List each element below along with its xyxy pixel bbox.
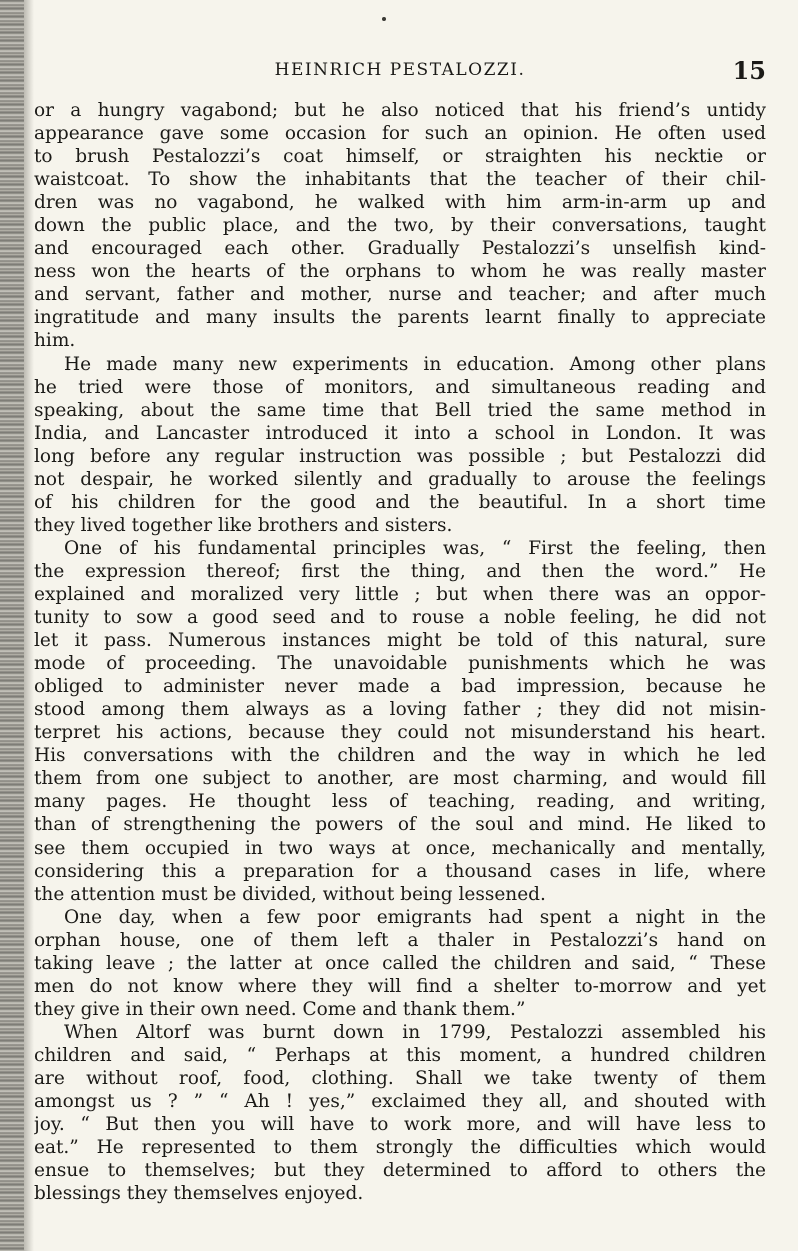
- text-line: orphan house, one of them left a thaler in Pestalozzi’s hand on: [34, 929, 766, 951]
- text-line: him.: [34, 330, 76, 352]
- paragraph-first-line: He made many new experiments in education. Among other plans: [64, 353, 766, 375]
- text-line: India, and Lancaster introduced it into a school in London. It was: [34, 422, 766, 444]
- text-line: or a hungry vagabond; but he also noticed that his friend’s untidy: [34, 100, 766, 121]
- text-line: terpret his actions, because they could not misunderstand his heart.: [34, 722, 766, 744]
- text-line: ensue to themselves; but they determined to afford to others the: [34, 1160, 766, 1182]
- binding-shadow: [24, 0, 34, 1251]
- text-line: tunity to sow a good seed and to rouse a noble feeling, he did not: [34, 607, 766, 629]
- text-line: stood among them always as a loving father ; they did not misin-: [34, 699, 766, 721]
- text-line: down the public place, and the two, by their conversations, taught: [34, 215, 766, 237]
- text-line: dren was no vagabond, he walked with him arm-in-arm up and: [34, 192, 766, 214]
- text-line: and encouraged each other. Gradually Pestalozzi’s unselfish kind-: [34, 238, 766, 260]
- text-line: men do not know where they will find a shelter to-morrow and yet: [34, 975, 766, 997]
- text-line: see them occupied in two ways at once, mechanically and mentally,: [34, 837, 766, 859]
- text-line: ingratitude and many insults the parents learnt finally to appreciate: [34, 307, 766, 329]
- running-head: [34, 56, 766, 88]
- text-line: they give in their own need. Come and thank them.”: [34, 998, 526, 1020]
- text-line: appearance gave some occasion for such an opinion. He often used: [34, 123, 766, 145]
- text-line: His conversations with the children and the way in which he led: [34, 745, 766, 767]
- book-binding-edge: [0, 0, 24, 1251]
- text-line: considering this a preparation for a thousand cases in life, where: [34, 860, 766, 882]
- text-line: are without roof, food, clothing. Shall we take twenty of them: [34, 1067, 766, 1089]
- text-line: not despair, he worked silently and gradually to arouse the feelings: [34, 468, 766, 490]
- paragraph-first-line: One of his fundamental principles was, “ First the feeling, then: [64, 537, 766, 559]
- text-line: they lived together like brothers and sisters.: [34, 514, 453, 536]
- print-speck: [382, 17, 386, 21]
- text-line: let it pass. Numerous instances might be told of this natural, sure: [34, 630, 766, 652]
- text-line: amongst us ? ” “ Ah ! yes,” exclaimed they all, and shouted with: [34, 1091, 766, 1113]
- text-line: and servant, father and mother, nurse and teacher; and after much: [34, 284, 766, 306]
- paragraph-first-line: One day, when a few poor emigrants had spent a night in the: [64, 906, 766, 928]
- text-line: blessings they themselves enjoyed.: [34, 1183, 364, 1205]
- text-line: the attention must be divided, without being lessened.: [34, 883, 546, 905]
- text-line: speaking, about the same time that Bell tried the same method in: [34, 399, 766, 421]
- text-line: eat.” He represented to them strongly the difficulties which would: [34, 1137, 766, 1159]
- text-line: them from one subject to another, are most charming, and would fill: [34, 768, 766, 790]
- paragraph-first-line: When Altorf was burnt down in 1799, Pestalozzi assembled his: [64, 1021, 766, 1043]
- text-line: the expression thereof; first the thing, and then the word.” He: [34, 560, 766, 582]
- text-line: many pages. He thought less of teaching, reading, and writing,: [34, 791, 766, 813]
- text-line: taking leave ; the latter at once called the children and said, “ These: [34, 952, 766, 974]
- text-line: obliged to administer never made a bad impression, because he: [34, 676, 766, 698]
- text-line: ness won the hearts of the orphans to whom he was really master: [34, 261, 766, 283]
- text-line: joy. “ But then you will have to work more, and will have less to: [34, 1114, 766, 1136]
- text-line: than of strengthening the powers of the soul and mind. He liked to: [34, 814, 766, 836]
- text-line: long before any regular instruction was possible ; but Pestalozzi did: [34, 445, 766, 467]
- text-line: mode of proceeding. The unavoidable punishments which he was: [34, 653, 766, 675]
- body-text: [34, 99, 766, 1205]
- text-line: waistcoat. To show the inhabitants that the teacher of their chil-: [34, 169, 766, 191]
- text-line: he tried were those of monitors, and simultaneous reading and: [34, 376, 766, 398]
- text-line: to brush Pestalozzi’s coat himself, or straighten his necktie or: [34, 146, 766, 168]
- running-title: HEINRICH PESTALOZZI.: [274, 60, 526, 80]
- page-number: 15: [732, 56, 766, 85]
- text-line: explained and moralized very little ; but when there was an oppor-: [34, 583, 766, 605]
- text-line: children and said, “ Perhaps at this moment, a hundred children: [34, 1044, 766, 1066]
- text-line: of his children for the good and the beautiful. In a short time: [34, 491, 766, 513]
